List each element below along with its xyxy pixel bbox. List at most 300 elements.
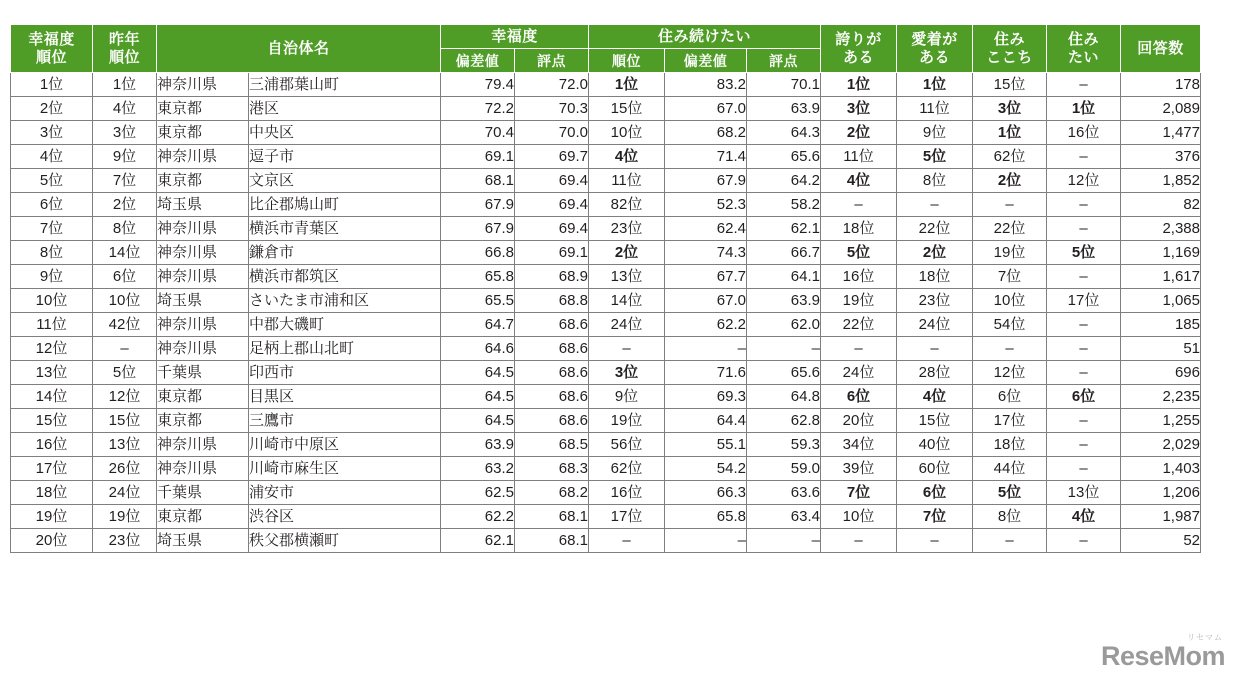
header-pride-line1: 誇りが: [835, 31, 882, 49]
cell-rank: 2位: [11, 97, 93, 121]
cell-comfort: 8位: [973, 505, 1047, 529]
cell-k_rank: –: [589, 337, 665, 361]
cell-pref: 神奈川県: [157, 217, 249, 241]
cell-pride: 10位: [821, 505, 897, 529]
cell-h_score: 68.6: [515, 385, 589, 409]
cell-responses: 1,477: [1121, 121, 1201, 145]
cell-attach: –: [897, 529, 973, 553]
header-happiness-score: 評点: [515, 49, 589, 73]
cell-h_dev: 68.1: [441, 169, 515, 193]
ranking-table: [10, 24, 1201, 553]
cell-h_dev: 65.8: [441, 265, 515, 289]
cell-last_rank: –: [93, 337, 157, 361]
cell-h_dev: 64.5: [441, 361, 515, 385]
cell-k_rank: 14位: [589, 289, 665, 313]
cell-city: 港区: [249, 97, 441, 121]
cell-h_score: 70.3: [515, 97, 589, 121]
cell-k_dev: –: [665, 337, 747, 361]
cell-h_dev: 72.2: [441, 97, 515, 121]
cell-responses: 2,235: [1121, 385, 1201, 409]
header-want-to-live: [1047, 25, 1121, 73]
cell-responses: 696: [1121, 361, 1201, 385]
cell-responses: 82: [1121, 193, 1201, 217]
table-header-row-1: [11, 25, 1201, 49]
table-row: [11, 121, 1201, 145]
cell-attach: 1位: [897, 73, 973, 97]
cell-comfort: 10位: [973, 289, 1047, 313]
cell-want: –: [1047, 73, 1121, 97]
cell-pride: –: [821, 193, 897, 217]
cell-h_score: 69.4: [515, 193, 589, 217]
cell-comfort: 2位: [973, 169, 1047, 193]
cell-pride: 3位: [821, 97, 897, 121]
cell-attach: 15位: [897, 409, 973, 433]
cell-want: 5位: [1047, 241, 1121, 265]
cell-responses: 1,206: [1121, 481, 1201, 505]
cell-h_score: 68.9: [515, 265, 589, 289]
cell-attach: 4位: [897, 385, 973, 409]
table-row: [11, 337, 1201, 361]
cell-comfort: 54位: [973, 313, 1047, 337]
header-pride: [821, 25, 897, 73]
cell-want: 4位: [1047, 505, 1121, 529]
cell-k_score: 63.9: [747, 289, 821, 313]
cell-attach: 18位: [897, 265, 973, 289]
cell-want: –: [1047, 337, 1121, 361]
table-row: [11, 241, 1201, 265]
cell-responses: 2,029: [1121, 433, 1201, 457]
cell-pref: 埼玉県: [157, 529, 249, 553]
cell-rank: 14位: [11, 385, 93, 409]
cell-pride: –: [821, 337, 897, 361]
resemom-logo-sup: リセマム: [1187, 633, 1223, 642]
cell-city: 横浜市都筑区: [249, 265, 441, 289]
cell-city: 目黒区: [249, 385, 441, 409]
cell-comfort: 62位: [973, 145, 1047, 169]
cell-h_dev: 64.5: [441, 385, 515, 409]
cell-k_rank: 56位: [589, 433, 665, 457]
table-row: [11, 361, 1201, 385]
cell-h_score: 68.5: [515, 433, 589, 457]
cell-city: 逗子市: [249, 145, 441, 169]
cell-rank: 11位: [11, 313, 93, 337]
cell-k_rank: 11位: [589, 169, 665, 193]
cell-last_rank: 9位: [93, 145, 157, 169]
cell-k_dev: 74.3: [665, 241, 747, 265]
cell-h_score: 69.7: [515, 145, 589, 169]
cell-pref: 神奈川県: [157, 337, 249, 361]
cell-k_rank: 23位: [589, 217, 665, 241]
cell-h_dev: 65.5: [441, 289, 515, 313]
cell-want: –: [1047, 193, 1121, 217]
cell-comfort: 19位: [973, 241, 1047, 265]
cell-attach: 6位: [897, 481, 973, 505]
cell-pride: 22位: [821, 313, 897, 337]
cell-h_dev: 66.8: [441, 241, 515, 265]
cell-k_rank: 15位: [589, 97, 665, 121]
cell-k_score: 64.1: [747, 265, 821, 289]
header-last-rank-line2: 順位: [108, 48, 140, 66]
cell-responses: 52: [1121, 529, 1201, 553]
cell-pride: 34位: [821, 433, 897, 457]
header-happiness-rank-line2: 順位: [35, 48, 67, 66]
cell-k_dev: 67.9: [665, 169, 747, 193]
cell-k_rank: 62位: [589, 457, 665, 481]
cell-responses: 376: [1121, 145, 1201, 169]
header-municipality: 自治体名: [157, 25, 441, 73]
cell-want: –: [1047, 409, 1121, 433]
header-happiness-rank-line1: 幸福度: [28, 31, 75, 49]
cell-h_dev: 63.2: [441, 457, 515, 481]
header-keep-living-group: 住み続けたい: [589, 25, 821, 49]
cell-k_rank: 82位: [589, 193, 665, 217]
cell-k_dev: 62.2: [665, 313, 747, 337]
cell-k_rank: 9位: [589, 385, 665, 409]
cell-attach: 24位: [897, 313, 973, 337]
cell-h_dev: 63.9: [441, 433, 515, 457]
cell-responses: 2,388: [1121, 217, 1201, 241]
cell-want: 16位: [1047, 121, 1121, 145]
table-row: [11, 97, 1201, 121]
cell-rank: 4位: [11, 145, 93, 169]
header-want-live-line2: たい: [1067, 48, 1099, 66]
cell-k_rank: 19位: [589, 409, 665, 433]
cell-k_dev: 71.6: [665, 361, 747, 385]
cell-pride: 19位: [821, 289, 897, 313]
cell-comfort: 5位: [973, 481, 1047, 505]
cell-want: –: [1047, 313, 1121, 337]
cell-k_dev: 65.8: [665, 505, 747, 529]
cell-rank: 19位: [11, 505, 93, 529]
cell-attach: 2位: [897, 241, 973, 265]
cell-last_rank: 15位: [93, 409, 157, 433]
cell-h_score: 72.0: [515, 73, 589, 97]
cell-k_rank: 2位: [589, 241, 665, 265]
cell-h_dev: 62.2: [441, 505, 515, 529]
cell-pref: 埼玉県: [157, 289, 249, 313]
cell-k_dev: 52.3: [665, 193, 747, 217]
cell-comfort: 22位: [973, 217, 1047, 241]
cell-k_score: 66.7: [747, 241, 821, 265]
header-comfort-line1: 住み: [993, 31, 1025, 49]
cell-last_rank: 12位: [93, 385, 157, 409]
cell-pref: 東京都: [157, 505, 249, 529]
cell-pride: 18位: [821, 217, 897, 241]
cell-responses: 1,852: [1121, 169, 1201, 193]
cell-h_dev: 67.9: [441, 193, 515, 217]
cell-attach: 23位: [897, 289, 973, 313]
cell-h_score: 68.3: [515, 457, 589, 481]
table-row: [11, 265, 1201, 289]
cell-k_dev: 67.0: [665, 289, 747, 313]
cell-want: 12位: [1047, 169, 1121, 193]
cell-k_dev: 67.0: [665, 97, 747, 121]
cell-rank: 5位: [11, 169, 93, 193]
cell-city: 中央区: [249, 121, 441, 145]
cell-responses: 1,169: [1121, 241, 1201, 265]
cell-responses: 2,089: [1121, 97, 1201, 121]
header-keep-rank: 順位: [589, 49, 665, 73]
cell-k_dev: 54.2: [665, 457, 747, 481]
cell-k_rank: –: [589, 529, 665, 553]
cell-k_score: 65.6: [747, 361, 821, 385]
cell-city: 足柄上郡山北町: [249, 337, 441, 361]
cell-pref: 神奈川県: [157, 73, 249, 97]
cell-last_rank: 24位: [93, 481, 157, 505]
cell-pref: 千葉県: [157, 481, 249, 505]
cell-responses: 51: [1121, 337, 1201, 361]
cell-pref: 東京都: [157, 385, 249, 409]
table-row: [11, 313, 1201, 337]
cell-responses: 185: [1121, 313, 1201, 337]
cell-rank: 7位: [11, 217, 93, 241]
cell-k_rank: 16位: [589, 481, 665, 505]
cell-rank: 20位: [11, 529, 93, 553]
header-happiness-rank: [11, 25, 93, 73]
cell-k_rank: 4位: [589, 145, 665, 169]
cell-responses: 178: [1121, 73, 1201, 97]
cell-h_dev: 69.1: [441, 145, 515, 169]
cell-want: 6位: [1047, 385, 1121, 409]
cell-pref: 千葉県: [157, 361, 249, 385]
cell-h_score: 69.1: [515, 241, 589, 265]
cell-attach: 28位: [897, 361, 973, 385]
cell-city: 中郡大磯町: [249, 313, 441, 337]
cell-last_rank: 6位: [93, 265, 157, 289]
cell-city: 川崎市麻生区: [249, 457, 441, 481]
cell-h_score: 68.6: [515, 409, 589, 433]
cell-pride: 11位: [821, 145, 897, 169]
cell-last_rank: 23位: [93, 529, 157, 553]
table-row: [11, 169, 1201, 193]
cell-k_dev: 66.3: [665, 481, 747, 505]
cell-h_dev: 64.5: [441, 409, 515, 433]
cell-h_score: 68.1: [515, 505, 589, 529]
cell-attach: 9位: [897, 121, 973, 145]
cell-responses: 1,065: [1121, 289, 1201, 313]
cell-k_rank: 10位: [589, 121, 665, 145]
table-row: [11, 433, 1201, 457]
cell-attach: 60位: [897, 457, 973, 481]
cell-k_score: 63.4: [747, 505, 821, 529]
cell-comfort: 12位: [973, 361, 1047, 385]
cell-comfort: –: [973, 337, 1047, 361]
cell-want: –: [1047, 145, 1121, 169]
cell-h_dev: 67.9: [441, 217, 515, 241]
table-row: [11, 145, 1201, 169]
cell-h_score: 68.1: [515, 529, 589, 553]
cell-last_rank: 3位: [93, 121, 157, 145]
cell-attach: 40位: [897, 433, 973, 457]
cell-attach: –: [897, 337, 973, 361]
cell-k_rank: 13位: [589, 265, 665, 289]
cell-pride: 39位: [821, 457, 897, 481]
cell-attach: 8位: [897, 169, 973, 193]
cell-attach: 7位: [897, 505, 973, 529]
cell-last_rank: 1位: [93, 73, 157, 97]
table-row: [11, 217, 1201, 241]
cell-k_rank: 24位: [589, 313, 665, 337]
cell-last_rank: 7位: [93, 169, 157, 193]
cell-comfort: 15位: [973, 73, 1047, 97]
cell-city: 三浦郡葉山町: [249, 73, 441, 97]
cell-k_dev: 71.4: [665, 145, 747, 169]
cell-rank: 12位: [11, 337, 93, 361]
header-pride-line2: ある: [842, 48, 874, 66]
cell-pride: 6位: [821, 385, 897, 409]
cell-pref: 神奈川県: [157, 145, 249, 169]
cell-pref: 神奈川県: [157, 433, 249, 457]
header-comfort: [973, 25, 1047, 73]
cell-pride: 1位: [821, 73, 897, 97]
cell-h_dev: 64.7: [441, 313, 515, 337]
cell-city: 横浜市青葉区: [249, 217, 441, 241]
cell-rank: 18位: [11, 481, 93, 505]
cell-comfort: 44位: [973, 457, 1047, 481]
cell-k_score: 58.2: [747, 193, 821, 217]
cell-k_dev: 68.2: [665, 121, 747, 145]
cell-k_score: 59.0: [747, 457, 821, 481]
cell-k_score: 64.3: [747, 121, 821, 145]
cell-pride: 7位: [821, 481, 897, 505]
resemom-logo-text: ReseMom: [1100, 641, 1225, 671]
cell-h_score: 68.6: [515, 361, 589, 385]
cell-responses: 1,403: [1121, 457, 1201, 481]
cell-attach: –: [897, 193, 973, 217]
header-keep-score: 評点: [747, 49, 821, 73]
cell-pref: 神奈川県: [157, 313, 249, 337]
cell-last_rank: 4位: [93, 97, 157, 121]
cell-h_score: 68.2: [515, 481, 589, 505]
cell-k_dev: 64.4: [665, 409, 747, 433]
cell-comfort: 1位: [973, 121, 1047, 145]
cell-pride: 16位: [821, 265, 897, 289]
cell-pref: 東京都: [157, 97, 249, 121]
cell-h_dev: 62.5: [441, 481, 515, 505]
cell-rank: 16位: [11, 433, 93, 457]
cell-k_dev: 67.7: [665, 265, 747, 289]
header-comfort-line2: ここち: [986, 48, 1033, 66]
header-last-rank-line1: 昨年: [108, 31, 140, 49]
cell-comfort: 6位: [973, 385, 1047, 409]
header-responses: 回答数: [1121, 25, 1201, 73]
cell-city: 文京区: [249, 169, 441, 193]
cell-comfort: 7位: [973, 265, 1047, 289]
cell-pride: –: [821, 529, 897, 553]
table-row: [11, 457, 1201, 481]
cell-k_dev: 83.2: [665, 73, 747, 97]
table-row: [11, 481, 1201, 505]
cell-h_dev: 70.4: [441, 121, 515, 145]
cell-want: –: [1047, 361, 1121, 385]
cell-h_dev: 62.1: [441, 529, 515, 553]
cell-k_rank: 17位: [589, 505, 665, 529]
cell-h_dev: 79.4: [441, 73, 515, 97]
resemom-logo: [1100, 633, 1225, 672]
cell-want: –: [1047, 433, 1121, 457]
header-attachment: [897, 25, 973, 73]
table-row: [11, 385, 1201, 409]
header-happiness-group: 幸福度: [441, 25, 589, 49]
cell-h_score: 68.8: [515, 289, 589, 313]
cell-rank: 13位: [11, 361, 93, 385]
cell-k_rank: 3位: [589, 361, 665, 385]
cell-last_rank: 26位: [93, 457, 157, 481]
cell-city: 浦安市: [249, 481, 441, 505]
cell-responses: 1,617: [1121, 265, 1201, 289]
cell-want: –: [1047, 529, 1121, 553]
cell-city: 印西市: [249, 361, 441, 385]
cell-k_score: –: [747, 529, 821, 553]
header-keep-deviation: 偏差値: [665, 49, 747, 73]
cell-last_rank: 8位: [93, 217, 157, 241]
cell-k_dev: –: [665, 529, 747, 553]
cell-responses: 1,987: [1121, 505, 1201, 529]
cell-comfort: 3位: [973, 97, 1047, 121]
cell-h_score: 68.6: [515, 337, 589, 361]
cell-pride: 2位: [821, 121, 897, 145]
cell-attach: 11位: [897, 97, 973, 121]
cell-want: 1位: [1047, 97, 1121, 121]
cell-want: –: [1047, 457, 1121, 481]
cell-last_rank: 2位: [93, 193, 157, 217]
cell-city: 三鷹市: [249, 409, 441, 433]
cell-city: 比企郡鳩山町: [249, 193, 441, 217]
header-want-live-line1: 住み: [1067, 31, 1099, 49]
table-row: [11, 289, 1201, 313]
cell-k_score: –: [747, 337, 821, 361]
cell-h_score: 68.6: [515, 313, 589, 337]
cell-pride: 20位: [821, 409, 897, 433]
cell-rank: 8位: [11, 241, 93, 265]
cell-pref: 神奈川県: [157, 241, 249, 265]
cell-k_score: 63.6: [747, 481, 821, 505]
cell-comfort: –: [973, 529, 1047, 553]
cell-rank: 10位: [11, 289, 93, 313]
cell-city: 川崎市中原区: [249, 433, 441, 457]
header-happiness-deviation: 偏差値: [441, 49, 515, 73]
table-header: [11, 25, 1201, 73]
cell-h_score: 69.4: [515, 169, 589, 193]
cell-rank: 6位: [11, 193, 93, 217]
cell-city: 鎌倉市: [249, 241, 441, 265]
cell-pref: 神奈川県: [157, 265, 249, 289]
header-attachment-line1: 愛着が: [911, 31, 958, 49]
table-row: [11, 529, 1201, 553]
table-row: [11, 73, 1201, 97]
cell-city: さいたま市浦和区: [249, 289, 441, 313]
cell-k_score: 62.0: [747, 313, 821, 337]
table-row: [11, 505, 1201, 529]
cell-want: 17位: [1047, 289, 1121, 313]
cell-last_rank: 5位: [93, 361, 157, 385]
cell-k_dev: 55.1: [665, 433, 747, 457]
cell-k_dev: 62.4: [665, 217, 747, 241]
cell-h_dev: 64.6: [441, 337, 515, 361]
cell-pride: 4位: [821, 169, 897, 193]
cell-want: –: [1047, 217, 1121, 241]
cell-city: 渋谷区: [249, 505, 441, 529]
cell-comfort: 18位: [973, 433, 1047, 457]
cell-k_dev: 69.3: [665, 385, 747, 409]
cell-attach: 5位: [897, 145, 973, 169]
cell-rank: 9位: [11, 265, 93, 289]
cell-comfort: –: [973, 193, 1047, 217]
cell-k_score: 59.3: [747, 433, 821, 457]
cell-k_score: 62.1: [747, 217, 821, 241]
table-row: [11, 193, 1201, 217]
cell-want: –: [1047, 265, 1121, 289]
